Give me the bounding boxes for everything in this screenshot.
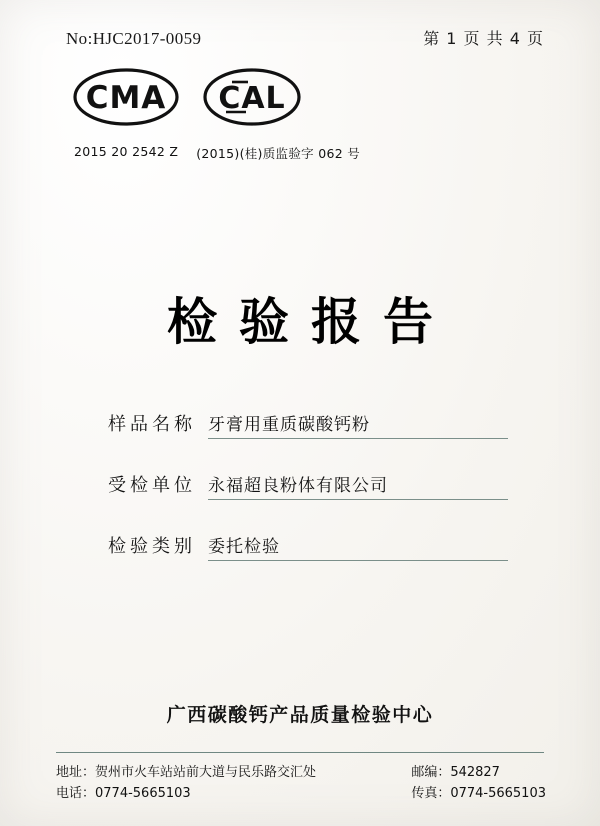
field-list	[108, 410, 508, 593]
document-header	[66, 26, 544, 49]
field-value: 永福超良粉体有限公司	[208, 476, 388, 496]
field-value: 委托检验	[208, 537, 280, 557]
field-inspected-unit	[108, 471, 508, 500]
cma-mark-icon	[72, 66, 180, 133]
field-label: 样品名称	[108, 414, 196, 435]
cal-mark-icon	[202, 66, 302, 133]
field-label: 检验类别	[108, 536, 196, 557]
page-indicator: 第 1 页 共 4 页	[423, 29, 544, 48]
cma-caption: 2015 20 2542 Z	[74, 144, 179, 159]
footer-postcode: 邮编：542827	[411, 765, 500, 780]
certification-marks	[72, 66, 302, 133]
footer-divider	[56, 752, 544, 753]
cal-caption: (2015)(桂)质监验字 062 号	[196, 146, 361, 161]
field-sample-name	[108, 410, 508, 439]
footer-address: 地址：贺州市火车站站前大道与民乐路交汇处	[56, 765, 317, 780]
page-title: 检验报告	[167, 293, 455, 351]
issuing-organization: 广西碳酸钙产品质量检验中心	[166, 704, 434, 726]
document-footer	[56, 762, 552, 804]
svg-text:CMA: CMA	[85, 80, 167, 116]
footer-contact-left	[56, 762, 316, 804]
field-label: 受检单位	[108, 475, 196, 496]
svg-text:CAL: CAL	[218, 81, 286, 116]
field-value: 牙膏用重质碳酸钙粉	[208, 415, 370, 435]
field-value-underline	[208, 410, 508, 439]
footer-contact-right	[411, 762, 552, 804]
field-value-underline	[208, 471, 508, 500]
field-value-underline	[208, 532, 508, 561]
footer-fax: 传真：0774-5665103	[411, 786, 546, 801]
mark-captions	[74, 144, 360, 162]
footer-telephone: 电话：0774-5665103	[56, 786, 191, 801]
field-inspection-type	[108, 532, 508, 561]
document-number: No:HJC2017-0059	[66, 29, 202, 48]
